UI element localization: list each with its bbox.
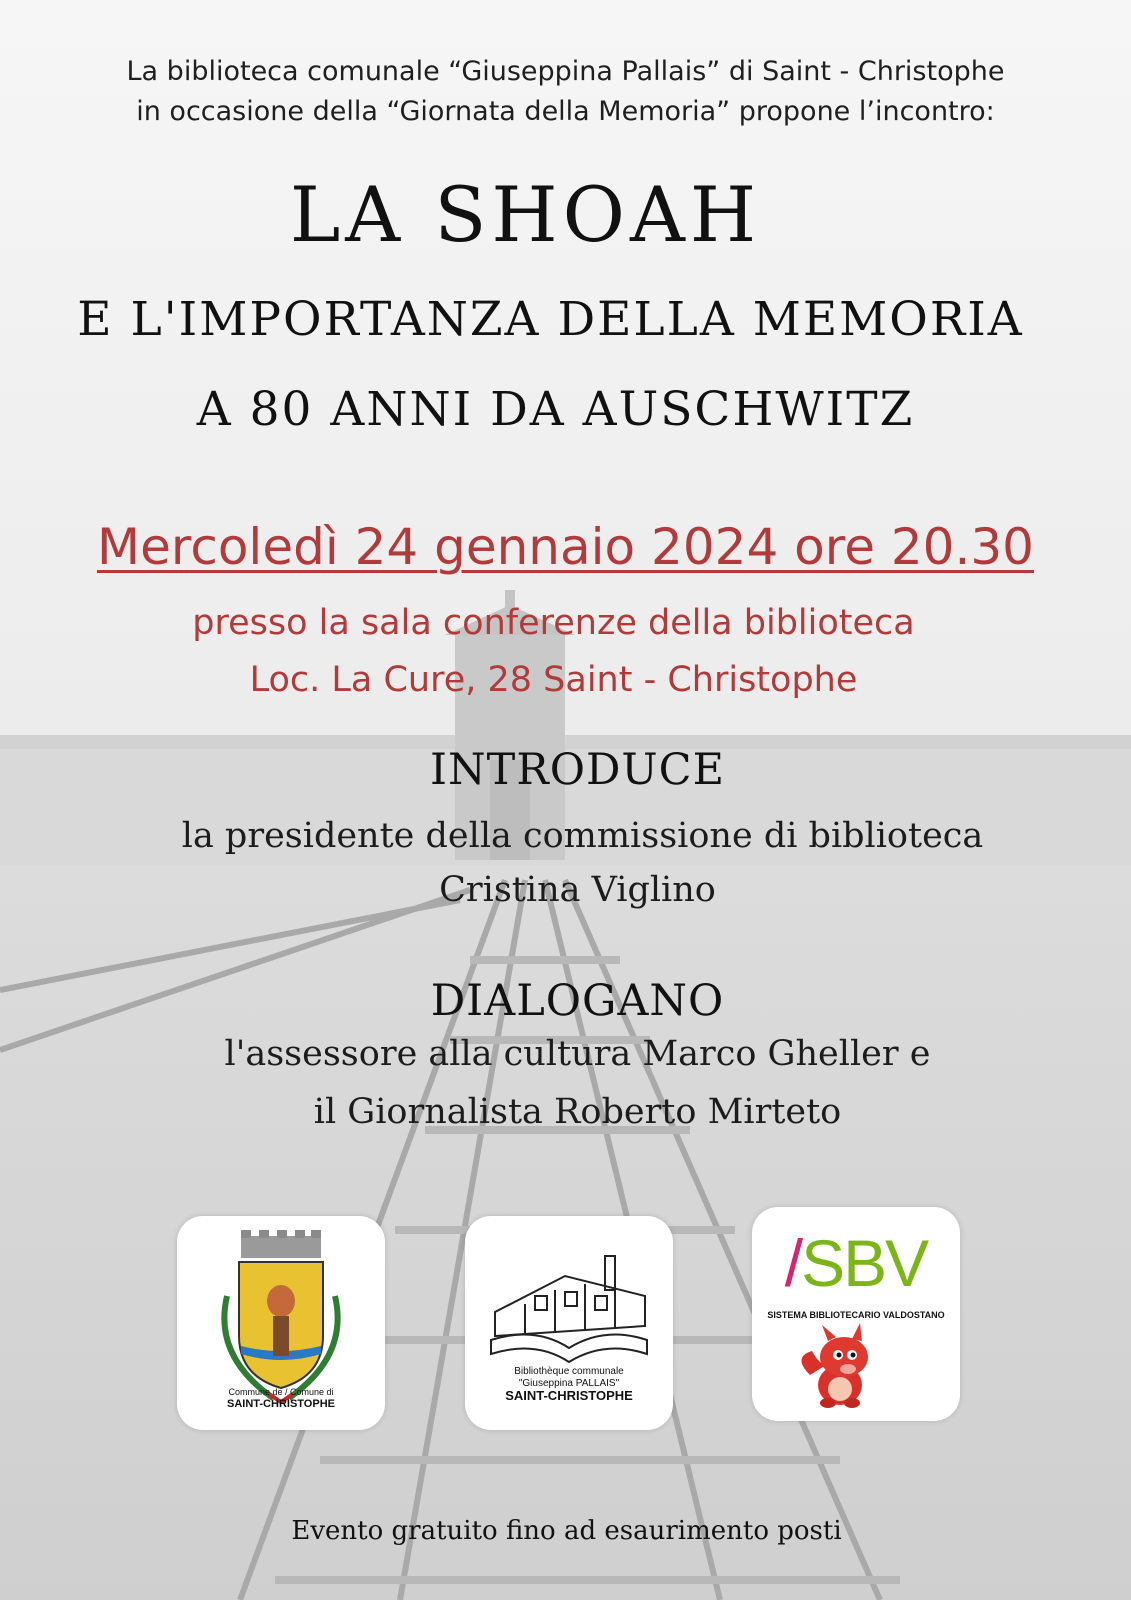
intro-line-2: in occasione della “Giornata della Memoria” propone l’incontro: <box>136 96 995 127</box>
biblioteca-pallais-logo <box>465 1216 673 1430</box>
sbv-subtitle: SISTEMA BIBLIOTECARIO VALDOSTANO <box>767 1310 945 1320</box>
dialogano-heading: DIALOGANO <box>430 976 725 1026</box>
sbv-letters: SBV <box>801 1226 928 1300</box>
title-line-2: E L'IMPORTANZA DELLA MEMORIA <box>77 292 1024 347</box>
comune-caption-1: Commune de / Comune di <box>228 1387 334 1397</box>
introduce-line-1: la presidente della commissione di biblioteca <box>181 816 984 856</box>
biblio-caption-1: Bibliothèque communale <box>514 1366 624 1377</box>
comune-saint-christophe-logo <box>177 1216 385 1430</box>
sbv-wordmark <box>752 1225 960 1301</box>
footer-note: Evento gratuito fino ad esaurimento posti <box>291 1516 842 1546</box>
sbv-slash: / <box>784 1226 802 1300</box>
dialogano-line-1: l'assessore alla cultura Marco Gheller e <box>224 1034 931 1074</box>
title-line-3: A 80 ANNI DA AUSCHWITZ <box>196 382 915 437</box>
introduce-line-2: Cristina Viglino <box>439 870 716 910</box>
event-date: Mercoledì 24 gennaio 2024 ore 20.30 <box>96 518 1034 576</box>
biblio-caption-3: SAINT-CHRISTOPHE <box>505 1388 633 1403</box>
sbv-logo <box>752 1207 960 1421</box>
event-address: Loc. La Cure, 28 Saint - Christophe <box>249 660 858 700</box>
comune-caption-2: SAINT-CHRISTOPHE <box>227 1398 335 1410</box>
intro-line-1: La biblioteca comunale “Giuseppina Pallais” di Saint - Christophe <box>126 56 1005 87</box>
biblio-caption-2: "Giuseppina PALLAIS" <box>518 1378 620 1389</box>
event-venue: presso la sala conferenze della biblioteca <box>192 603 915 643</box>
introduce-heading: INTRODUCE <box>430 745 725 795</box>
title-line-1: LA SHOAH <box>289 170 762 259</box>
dialogano-line-2: il Giornalista Roberto Mirteto <box>313 1092 842 1132</box>
